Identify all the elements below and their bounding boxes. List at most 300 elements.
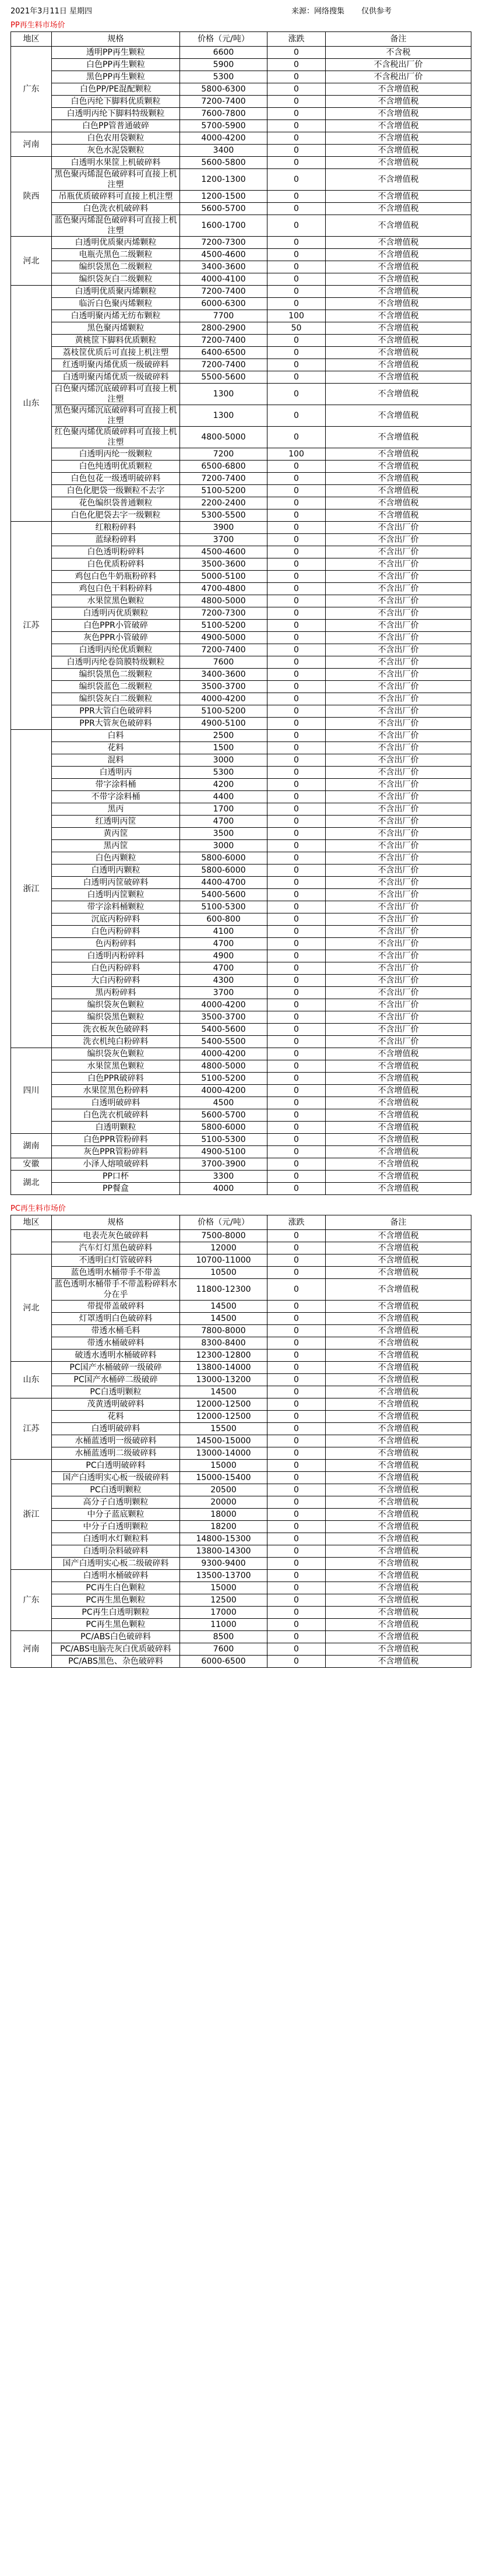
change-cell: 0 <box>267 669 326 681</box>
remark-cell: 不含出厂价 <box>326 522 471 534</box>
spec-cell: 蓝色透明水桶带手不带盖粉碎料水分在乎 <box>52 1279 180 1301</box>
remark-cell: 不含增值税 <box>326 1521 471 1533</box>
remark-cell: 不含增值税 <box>326 1325 471 1337</box>
price-cell: 4000-4200 <box>180 1048 267 1060</box>
table-row <box>11 286 471 298</box>
table-row <box>11 999 471 1011</box>
remark-cell: 不含税 <box>326 47 471 59</box>
remark-cell: 不含出厂价 <box>326 595 471 607</box>
change-cell: 0 <box>267 145 326 157</box>
table-row <box>11 1362 471 1374</box>
table-row <box>11 59 471 71</box>
change-cell: 0 <box>267 742 326 754</box>
column-header: 规格 <box>52 1215 180 1230</box>
change-cell: 0 <box>267 546 326 558</box>
spec-cell: 白透明丙纶下脚料特级颗粒 <box>52 108 180 120</box>
remark-cell: 不含税出厂价 <box>326 59 471 71</box>
remark-cell: 不含增值税 <box>326 497 471 509</box>
spec-cell: 白色丙纶下脚料优质颗粒 <box>52 96 180 108</box>
remark-cell: 不含增值税 <box>326 1484 471 1496</box>
change-cell: 0 <box>267 132 326 145</box>
remark-cell: 不含增值税 <box>326 1447 471 1460</box>
price-cell: 5300 <box>180 71 267 83</box>
remark-cell: 不含增值税 <box>326 1460 471 1472</box>
spec-cell: 编织袋灰色颗粒 <box>52 1048 180 1060</box>
report-note: 仅供参考 <box>361 7 392 16</box>
price-cell: 6500-6800 <box>180 461 267 473</box>
price-cell: 7500-8000 <box>180 1230 267 1242</box>
price-cell: 4000-4200 <box>180 693 267 705</box>
table-row <box>11 157 471 169</box>
spec-cell: 水果筐黑色粉碎料 <box>52 1085 180 1097</box>
change-cell: 0 <box>267 1349 326 1362</box>
change-cell: 0 <box>267 1386 326 1398</box>
spec-cell: 白透明丙纶一级颗粒 <box>52 448 180 461</box>
spec-cell: 透明PP再生颗粒 <box>52 47 180 59</box>
remark-cell: 不含出厂价 <box>326 779 471 791</box>
price-cell: 3000 <box>180 754 267 767</box>
table-row <box>11 1521 471 1533</box>
price-cell: 13000-13200 <box>180 1374 267 1386</box>
table-row <box>11 1313 471 1325</box>
remark-cell: 不含出厂价 <box>326 803 471 816</box>
change-cell: 100 <box>267 448 326 461</box>
region-cell: 河南 <box>11 1631 52 1668</box>
price-cell: 5300 <box>180 767 267 779</box>
table-row <box>11 191 471 203</box>
remark-cell: 不含增值税 <box>326 1619 471 1631</box>
spec-cell: 白色PPR破碎料 <box>52 1073 180 1085</box>
price-cell: 6000-6500 <box>180 1656 267 1668</box>
table-row <box>11 509 471 522</box>
price-cell: 3000 <box>180 840 267 852</box>
table-row <box>11 926 471 938</box>
spec-cell: 蓝色透明水桶带手不带盖 <box>52 1267 180 1279</box>
spec-cell: PC再生黑色颗粒 <box>52 1594 180 1607</box>
change-cell: 0 <box>267 681 326 693</box>
table-row <box>11 681 471 693</box>
spec-cell: 白透明水灯颗粒料 <box>52 1533 180 1545</box>
spec-cell: 编织袋灰白二级颗粒 <box>52 273 180 286</box>
spec-cell: 白透明丙筐破碎料 <box>52 877 180 889</box>
remark-cell: 不含出厂价 <box>326 877 471 889</box>
price-cell: 4900-5100 <box>180 718 267 730</box>
spec-cell: 水果筐黑色颗粒 <box>52 1060 180 1073</box>
remark-cell: 不含增值税 <box>326 1158 471 1171</box>
region-cell: 江苏 <box>11 1398 52 1460</box>
price-cell: 12000-12500 <box>180 1411 267 1423</box>
change-cell: 0 <box>267 1036 326 1048</box>
price-cell: 3400 <box>180 145 267 157</box>
report-date: 2021年3月11日 星期四 <box>10 7 93 16</box>
remark-cell: 不含增值税 <box>326 384 471 405</box>
spec-cell: PC白透明颗粒 <box>52 1386 180 1398</box>
change-cell: 0 <box>267 1460 326 1472</box>
column-header: 地区 <box>11 1215 52 1230</box>
price-cell: 5600-5700 <box>180 1109 267 1122</box>
remark-cell: 不含增值税 <box>326 157 471 169</box>
price-cell: 4500-4600 <box>180 546 267 558</box>
price-cell: 20500 <box>180 1484 267 1496</box>
change-cell: 0 <box>267 359 326 371</box>
spec-cell: 黑丙粉碎料 <box>52 987 180 999</box>
remark-cell: 不含出厂价 <box>326 926 471 938</box>
table-row <box>11 1325 471 1337</box>
table-row <box>11 1349 471 1362</box>
table-row <box>11 742 471 754</box>
table-row <box>11 607 471 620</box>
change-cell: 0 <box>267 1643 326 1656</box>
remark-cell: 不含增值税 <box>326 145 471 157</box>
region-cell: 江苏 <box>11 522 52 730</box>
table-row <box>11 1267 471 1279</box>
remark-cell: 不含出厂价 <box>326 669 471 681</box>
remark-cell: 不含增值税 <box>326 1085 471 1097</box>
change-cell: 0 <box>267 405 326 427</box>
table-row <box>11 1607 471 1619</box>
change-cell: 0 <box>267 1313 326 1325</box>
price-cell: 11000 <box>180 1619 267 1631</box>
remark-cell: 不含出厂价 <box>326 767 471 779</box>
remark-cell: 不含增值税 <box>326 371 471 384</box>
price-cell: 5400-5600 <box>180 1024 267 1036</box>
remark-cell: 不含增值税 <box>326 1242 471 1254</box>
column-header: 涨跌 <box>267 1215 326 1230</box>
table-row <box>11 522 471 534</box>
table-row <box>11 145 471 157</box>
spec-cell: 白色聚丙烯沉底破碎料可直接上机注塑 <box>52 384 180 405</box>
table-row <box>11 803 471 816</box>
table-row <box>11 249 471 261</box>
price-cell: 4700 <box>180 962 267 975</box>
price-cell: 3700-3900 <box>180 1158 267 1171</box>
table-row <box>11 975 471 987</box>
price-cell: 2200-2400 <box>180 497 267 509</box>
change-cell: 0 <box>267 1011 326 1024</box>
remark-cell: 不含增值税 <box>326 215 471 237</box>
change-cell: 0 <box>267 607 326 620</box>
spec-cell: 色丙粉碎料 <box>52 938 180 950</box>
table-row <box>11 1533 471 1545</box>
price-cell: 1300 <box>180 384 267 405</box>
price-cell: 12000-12500 <box>180 1398 267 1411</box>
change-cell: 0 <box>267 705 326 718</box>
price-cell: 4000-4200 <box>180 999 267 1011</box>
price-cell: 5900 <box>180 59 267 71</box>
region-cell: 安徽 <box>11 1158 52 1171</box>
remark-cell: 不含出厂价 <box>326 620 471 632</box>
change-cell: 0 <box>267 286 326 298</box>
change-cell: 0 <box>267 1521 326 1533</box>
section-title: PC再生料市场价 <box>10 1204 66 1213</box>
change-cell: 0 <box>267 108 326 120</box>
price-cell: 5600-5700 <box>180 203 267 215</box>
table-row <box>11 1398 471 1411</box>
table-row <box>11 1183 471 1195</box>
change-cell: 0 <box>267 1230 326 1242</box>
table-row <box>11 1545 471 1558</box>
change-cell: 0 <box>267 1362 326 1374</box>
remark-cell: 不含增值税 <box>326 1279 471 1301</box>
price-cell: 1200-1500 <box>180 191 267 203</box>
spec-cell: 白色化肥袋一级颗粒不去字 <box>52 485 180 497</box>
change-cell: 100 <box>267 310 326 322</box>
price-cell: 8500 <box>180 1631 267 1643</box>
spec-cell: 白色农用袋颗粒 <box>52 132 180 145</box>
change-cell: 0 <box>267 215 326 237</box>
spec-cell: 带透水桶破碎料 <box>52 1337 180 1349</box>
price-cell: 7200 <box>180 448 267 461</box>
remark-cell: 不含增值税 <box>326 1313 471 1325</box>
table-row <box>11 1619 471 1631</box>
remark-cell: 不含出厂价 <box>326 901 471 913</box>
spec-cell: 白透明聚丙烯无纺布颗粒 <box>52 310 180 322</box>
column-header: 规格 <box>52 32 180 47</box>
remark-cell: 不含增值税 <box>326 1230 471 1242</box>
remark-cell: 不含增值税 <box>326 1656 471 1668</box>
spec-cell: PC国产水桶破碎一级破碎 <box>52 1362 180 1374</box>
price-cell: 14500 <box>180 1313 267 1325</box>
table-row <box>11 644 471 656</box>
remark-cell: 不含增值税 <box>326 427 471 448</box>
table-row <box>11 693 471 705</box>
table-row <box>11 1242 471 1254</box>
price-cell: 15000 <box>180 1460 267 1472</box>
table-row <box>11 203 471 215</box>
table-row <box>11 889 471 901</box>
spec-cell: 白透明水桶破碎料 <box>52 1570 180 1582</box>
table-row <box>11 754 471 767</box>
price-cell: 4300 <box>180 975 267 987</box>
remark-cell: 不含出厂价 <box>326 742 471 754</box>
change-cell: 0 <box>267 1545 326 1558</box>
report-header <box>0 0 479 20</box>
region-cell: 浙江 <box>11 1460 52 1570</box>
region-cell: 山东 <box>11 1362 52 1398</box>
table-row <box>11 546 471 558</box>
region-cell: 广东 <box>11 47 52 132</box>
table-row <box>11 83 471 96</box>
price-cell: 4800-5000 <box>180 427 267 448</box>
change-cell: 0 <box>267 999 326 1011</box>
change-cell: 0 <box>267 1158 326 1171</box>
price-cell: 13800-14300 <box>180 1545 267 1558</box>
remark-cell: 不含增值税 <box>326 1122 471 1134</box>
change-cell: 0 <box>267 1607 326 1619</box>
remark-cell: 不含出厂价 <box>326 558 471 571</box>
change-cell: 0 <box>267 1656 326 1668</box>
remark-cell: 不含出厂价 <box>326 693 471 705</box>
table-row <box>11 485 471 497</box>
spec-cell: 不透明白灯管破碎料 <box>52 1254 180 1267</box>
change-cell: 0 <box>267 1301 326 1313</box>
change-cell: 0 <box>267 877 326 889</box>
table-row <box>11 1411 471 1423</box>
spec-cell: 蓝色聚丙烯混色破碎料可直接上机注塑 <box>52 215 180 237</box>
spec-cell: 白色丙颗粒 <box>52 852 180 864</box>
price-cell: 7600-7800 <box>180 108 267 120</box>
spec-cell: 白透明丙颗粒 <box>52 864 180 877</box>
change-cell: 0 <box>267 1171 326 1183</box>
table-row <box>11 108 471 120</box>
remark-cell: 不含出厂价 <box>326 681 471 693</box>
remark-cell: 不含增值税 <box>326 1267 471 1279</box>
change-cell: 0 <box>267 864 326 877</box>
spec-cell: 洗衣机纯白粉碎料 <box>52 1036 180 1048</box>
price-cell: 7700 <box>180 310 267 322</box>
spec-cell: 编织袋黑色二级颗粒 <box>52 261 180 273</box>
price-cell: 5500-5600 <box>180 371 267 384</box>
spec-cell: 国产白透明实心板一级破碎料 <box>52 1472 180 1484</box>
region-cell: 湖南 <box>11 1134 52 1158</box>
table-row <box>11 47 471 59</box>
remark-cell: 不含增值税 <box>326 1411 471 1423</box>
change-cell: 0 <box>267 754 326 767</box>
price-cell: 13000-14000 <box>180 1447 267 1460</box>
price-cell: 4900-5100 <box>180 1146 267 1158</box>
spec-cell: 白色PP再生颗粒 <box>52 59 180 71</box>
remark-cell: 不含增值税 <box>326 83 471 96</box>
price-cell: 5400-5500 <box>180 1036 267 1048</box>
change-cell: 0 <box>267 1109 326 1122</box>
remark-cell: 不含出厂价 <box>326 1011 471 1024</box>
price-cell: 4200 <box>180 779 267 791</box>
table-row <box>11 1631 471 1643</box>
change-cell: 0 <box>267 249 326 261</box>
remark-cell: 不含出厂价 <box>326 938 471 950</box>
remark-cell: 不含增值税 <box>326 1171 471 1183</box>
table-row <box>11 1134 471 1146</box>
change-cell: 0 <box>267 1279 326 1301</box>
remark-cell: 不含增值税 <box>326 1301 471 1313</box>
price-cell: 4400-4700 <box>180 877 267 889</box>
column-header: 价格（元/吨） <box>180 32 267 47</box>
price-cell: 15000-15400 <box>180 1472 267 1484</box>
table-row <box>11 132 471 145</box>
change-cell: 0 <box>267 1183 326 1195</box>
remark-cell: 不含增值税 <box>326 1386 471 1398</box>
spec-cell: 编织袋蓝色二级颗粒 <box>52 681 180 693</box>
price-cell: 7200-7400 <box>180 644 267 656</box>
spec-cell: 白透明优质聚丙烯颗粒 <box>52 237 180 249</box>
spec-cell: 沉底丙粉碎料 <box>52 913 180 926</box>
table-row <box>11 1594 471 1607</box>
remark-cell: 不含增值税 <box>326 203 471 215</box>
change-cell: 0 <box>267 83 326 96</box>
remark-cell: 不含出厂价 <box>326 840 471 852</box>
change-cell: 0 <box>267 237 326 249</box>
spec-cell: 白色优质粉碎料 <box>52 558 180 571</box>
remark-cell: 不含增值税 <box>326 448 471 461</box>
spec-cell: 编织袋灰白二级颗粒 <box>52 693 180 705</box>
change-cell: 0 <box>267 157 326 169</box>
table-row <box>11 359 471 371</box>
change-cell: 0 <box>267 926 326 938</box>
price-cell: 4900-5000 <box>180 632 267 644</box>
change-cell: 0 <box>267 644 326 656</box>
change-cell: 0 <box>267 473 326 485</box>
table-row <box>11 864 471 877</box>
spec-cell: PC/ABS电脑壳灰白优质破碎料 <box>52 1643 180 1656</box>
price-cell: 2500 <box>180 730 267 742</box>
spec-cell: 带提带盖破碎料 <box>52 1301 180 1313</box>
price-cell: 7600 <box>180 656 267 669</box>
table-row <box>11 497 471 509</box>
table-row <box>11 1122 471 1134</box>
change-cell: 0 <box>267 1570 326 1582</box>
change-cell: 0 <box>267 1337 326 1349</box>
report-source: 来源：网络搜集 <box>291 7 345 16</box>
price-cell: 4100 <box>180 926 267 938</box>
remark-cell: 不含增值税 <box>326 1643 471 1656</box>
remark-cell: 不含增值税 <box>326 1594 471 1607</box>
table-row <box>11 913 471 926</box>
table-row <box>11 1011 471 1024</box>
change-cell: 0 <box>267 59 326 71</box>
region-cell: 山东 <box>11 286 52 522</box>
remark-cell: 不含增值税 <box>326 1631 471 1643</box>
remark-cell: 不含增值税 <box>326 1134 471 1146</box>
change-cell: 0 <box>267 962 326 975</box>
change-cell: 0 <box>267 347 326 359</box>
change-cell: 0 <box>267 1594 326 1607</box>
remark-cell: 不含出厂价 <box>326 864 471 877</box>
price-cell: 3300 <box>180 1171 267 1183</box>
remark-cell: 不含增值税 <box>326 1146 471 1158</box>
table-row <box>11 534 471 546</box>
change-cell: 0 <box>267 938 326 950</box>
remark-cell: 不含出厂价 <box>326 975 471 987</box>
table-row <box>11 384 471 405</box>
remark-cell: 不含出厂价 <box>326 889 471 901</box>
remark-cell: 不含增值税 <box>326 461 471 473</box>
spec-cell: 破透水透明水桶破碎料 <box>52 1349 180 1362</box>
spec-cell: 白色包花一级透明破碎料 <box>52 473 180 485</box>
price-cell: 5800-6000 <box>180 852 267 864</box>
change-cell: 0 <box>267 509 326 522</box>
change-cell: 0 <box>267 1060 326 1073</box>
region-cell: 河南 <box>11 132 52 157</box>
column-header: 备注 <box>326 1215 471 1230</box>
remark-cell: 不含增值税 <box>326 485 471 497</box>
change-cell: 0 <box>267 461 326 473</box>
spec-cell: 白色透明粉碎料 <box>52 546 180 558</box>
remark-cell: 不含税出厂价 <box>326 71 471 83</box>
price-cell: 4500-4600 <box>180 249 267 261</box>
table-row <box>11 1301 471 1313</box>
table-row <box>11 427 471 448</box>
table-row <box>11 1158 471 1171</box>
change-cell: 0 <box>267 1472 326 1484</box>
remark-cell: 不含出厂价 <box>326 950 471 962</box>
remark-cell: 不含增值税 <box>326 1607 471 1619</box>
change-cell: 0 <box>267 1325 326 1337</box>
table-row <box>11 705 471 718</box>
spec-cell: 白色PP管普通破碎 <box>52 120 180 132</box>
price-cell: 7200-7400 <box>180 335 267 347</box>
spec-cell: 编织袋灰色颗粒 <box>52 999 180 1011</box>
table-row <box>11 718 471 730</box>
spec-cell: 电瓶壳黑色二级颗粒 <box>52 249 180 261</box>
remark-cell: 不含增值税 <box>326 1349 471 1362</box>
price-cell: 5100-5200 <box>180 485 267 497</box>
spec-cell: PP口杯 <box>52 1171 180 1183</box>
remark-cell: 不含增值税 <box>326 1423 471 1435</box>
spec-cell: 红透明丙筐 <box>52 816 180 828</box>
table-row <box>11 1472 471 1484</box>
change-cell: 0 <box>267 852 326 864</box>
remark-cell: 不含增值税 <box>326 509 471 522</box>
